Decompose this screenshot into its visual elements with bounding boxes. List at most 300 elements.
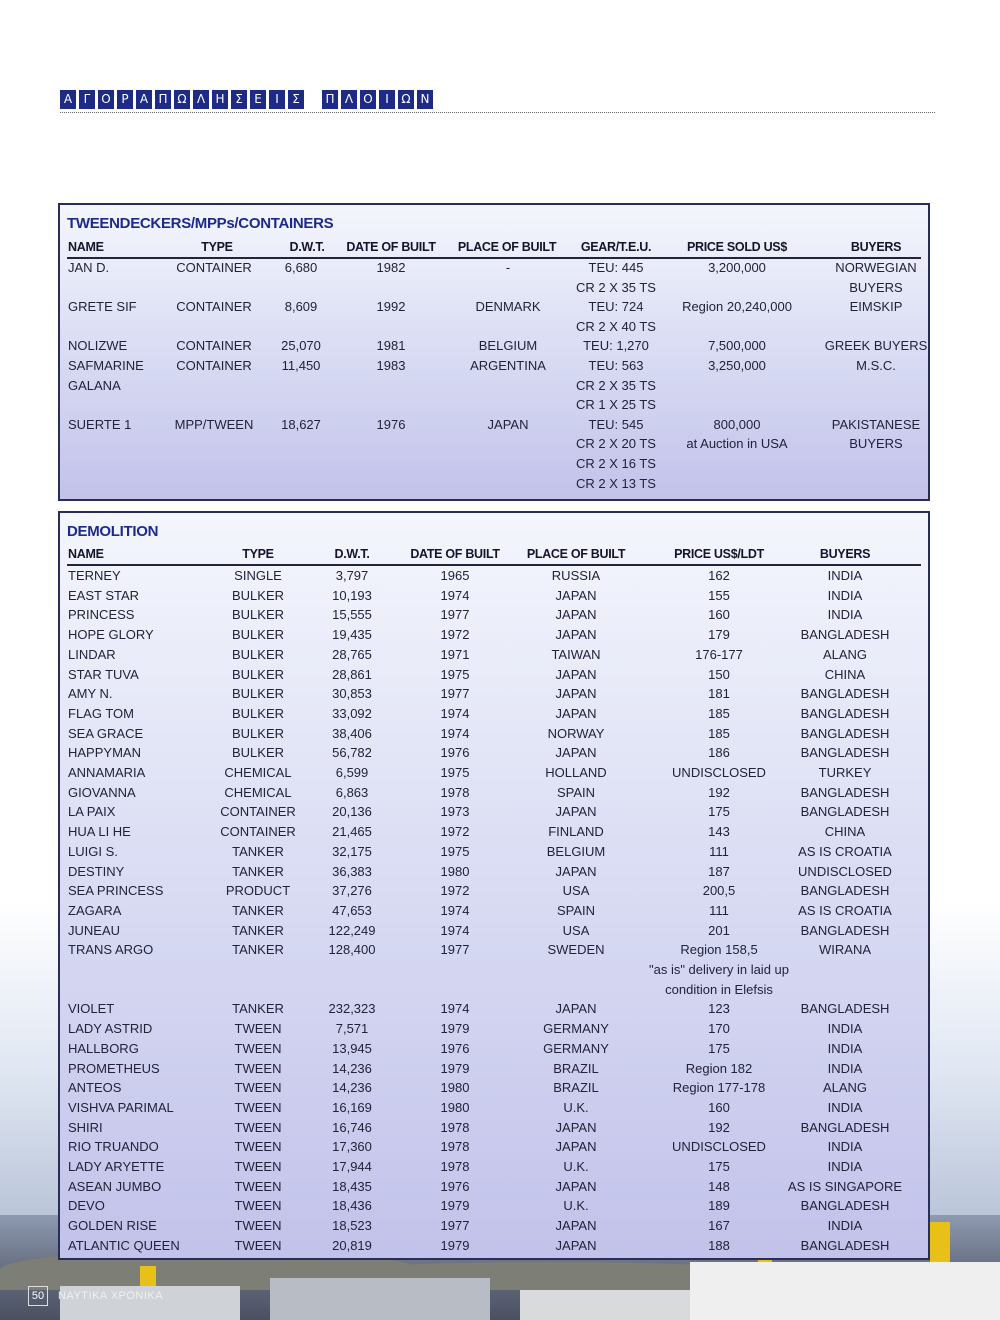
- cell-price: 176-177: [695, 646, 743, 662]
- cell-name: GRETE SIF: [68, 299, 137, 315]
- cell-dwt: 15,555: [332, 607, 372, 623]
- cell-dwt: 122,249: [328, 922, 376, 938]
- cell-date: 1980: [440, 863, 470, 879]
- cell-price: 162: [708, 568, 730, 583]
- cell-buyers: BANGLADESH: [800, 725, 890, 741]
- header-letter: Ω: [398, 90, 414, 109]
- cell-dwt: 232,323: [328, 1001, 376, 1017]
- cell-place: JAPAN: [555, 1119, 597, 1135]
- table-row: [67, 260, 921, 280]
- cell-name: HUA LI HE: [68, 824, 131, 840]
- table-row: [67, 627, 921, 647]
- cell-name: HALLBORG: [68, 1040, 139, 1056]
- cell-buyers: INDIA: [827, 607, 863, 623]
- cell-place: JAPAN: [555, 1139, 597, 1155]
- table-row: [67, 1080, 921, 1100]
- cell-date: 1972: [440, 883, 470, 899]
- cell-name: SHIRI: [68, 1119, 103, 1135]
- table-header: [67, 546, 921, 566]
- cell-buyers: GREEK BUYERS: [824, 338, 928, 354]
- cell-gear: CR 2 X 16 TS: [576, 456, 656, 471]
- cell-dwt: 128,400: [328, 942, 376, 958]
- cell-place: JAPAN: [555, 1178, 597, 1194]
- cell-place: JAPAN: [555, 1001, 597, 1017]
- cell-name: SEA GRACE: [68, 725, 144, 741]
- cell-place: JAPAN: [555, 705, 597, 721]
- cell-price: 175: [708, 1159, 730, 1174]
- table-row: [67, 1021, 921, 1041]
- cell-type: CONTAINER: [176, 260, 252, 275]
- col-header-dwt: D.W.T.: [289, 240, 325, 254]
- cell-buyers: WIRANA: [819, 942, 871, 958]
- cell-dwt: 6,680: [284, 260, 318, 275]
- table-row: [67, 378, 921, 398]
- table-row: [67, 1061, 921, 1081]
- cell-price: 170: [708, 1021, 730, 1037]
- cell-dwt: 18,523: [332, 1218, 372, 1234]
- cell-type: MPP/TWEEN: [174, 416, 254, 432]
- cell-place: HOLLAND: [545, 765, 607, 780]
- cell-type: CONTAINER: [220, 824, 296, 840]
- cell-gear: TEU: 724: [588, 299, 644, 315]
- header-letter: Η: [212, 90, 228, 109]
- cell-price: 143: [708, 824, 730, 840]
- col-header-buyers: BUYERS: [819, 547, 871, 561]
- cell-buyers: BANGLADESH: [800, 745, 890, 761]
- cell-buyers: INDIA: [827, 1099, 863, 1115]
- cell-price: 187: [708, 863, 730, 879]
- cell-dwt: 20,819: [332, 1237, 372, 1253]
- header-letter: Ο: [360, 90, 376, 109]
- cell-type: TANKER: [232, 922, 284, 938]
- cell-type: TWEEN: [234, 1218, 282, 1234]
- cell-place: FINLAND: [548, 824, 604, 840]
- col-header-dwt: D.W.T.: [334, 547, 370, 561]
- cell-name: TRANS ARGO: [68, 942, 154, 958]
- header-divider: [60, 112, 935, 113]
- cell-price: 185: [708, 705, 730, 721]
- table-row: [67, 476, 921, 496]
- cell-buyers: PAKISTANESE: [831, 416, 921, 432]
- cell-price: 192: [708, 1119, 730, 1135]
- cell-gear: CR 2 X 20 TS: [576, 436, 656, 452]
- cell-price: 185: [708, 725, 730, 741]
- header-letter: Λ: [341, 90, 357, 109]
- table-row: [67, 1120, 921, 1140]
- cell-date: 1976: [440, 1040, 470, 1056]
- cell-name: DESTINY: [68, 863, 125, 879]
- cell-dwt: 33,092: [332, 705, 372, 721]
- table-row: [67, 1218, 921, 1238]
- cell-type: TWEEN: [234, 1198, 282, 1214]
- cell-buyers: BANGLADESH: [800, 1198, 890, 1214]
- cell-date: 1974: [440, 725, 470, 741]
- cell-name: STAR TUVA: [68, 666, 139, 682]
- cell-price: 167: [708, 1218, 730, 1234]
- cell-date: 1975: [440, 843, 470, 859]
- cell-place: U.K.: [563, 1159, 589, 1174]
- cell-buyers: BUYERS: [849, 279, 903, 295]
- cell-type: BULKER: [231, 587, 285, 603]
- table-row: [67, 397, 921, 417]
- cell-price: 181: [708, 686, 730, 702]
- cell-type: CONTAINER: [176, 338, 252, 354]
- table-row: [67, 785, 921, 805]
- cell-type: TWEEN: [234, 1080, 282, 1096]
- cell-date: 1979: [440, 1060, 470, 1076]
- cell-type: TWEEN: [234, 1021, 282, 1037]
- cell-price: 160: [708, 607, 730, 623]
- cell-name: FLAG TOM: [68, 705, 134, 721]
- cell-date: 1973: [440, 804, 470, 820]
- cell-place: RUSSIA: [551, 568, 601, 583]
- cell-place: NORWAY: [547, 725, 605, 741]
- cell-type: BULKER: [231, 725, 285, 741]
- table-row: [67, 1041, 921, 1061]
- table-row: [67, 903, 921, 923]
- table-row: [67, 923, 921, 943]
- cell-gear: CR 2 X 40 TS: [576, 318, 656, 334]
- cell-name: LINDAR: [68, 646, 116, 662]
- cell-dwt: 36,383: [332, 863, 372, 879]
- cell-price: 160: [708, 1099, 730, 1115]
- header-letter: Π: [322, 90, 338, 109]
- cell-dwt: 10,193: [332, 587, 372, 603]
- col-header-date: DATE OF BUILT: [346, 240, 436, 254]
- cell-price: 7,500,000: [708, 338, 766, 354]
- cell-dwt: 28,765: [332, 646, 372, 662]
- panel-title: TWEENDECKERS/MPPs/CONTAINERS: [67, 215, 334, 232]
- cell-buyers: INDIA: [827, 1060, 863, 1076]
- cell-buyers: BANGLADESH: [800, 1001, 890, 1017]
- cell-price: 155: [708, 587, 730, 603]
- cell-type: TWEEN: [234, 1060, 282, 1076]
- cell-type: TWEEN: [234, 1040, 282, 1056]
- cell-place: TAIWAN: [551, 646, 601, 662]
- table-row: [67, 456, 921, 476]
- cell-buyers: BANGLADESH: [800, 804, 890, 820]
- cell-place: USA: [562, 922, 590, 938]
- cell-dwt: 17,944: [332, 1159, 372, 1174]
- cell-dwt: 20,136: [332, 804, 372, 820]
- cell-type: TWEEN: [234, 1139, 282, 1155]
- cell-place: ARGENTINA: [470, 358, 546, 373]
- cell-price: 111: [709, 902, 729, 918]
- cell-buyers: BANGLADESH: [800, 705, 890, 721]
- cell-buyers: BANGLADESH: [800, 922, 890, 938]
- cell-dwt: 6,863: [335, 784, 369, 800]
- cell-date: 1978: [440, 784, 470, 800]
- table-row: [67, 942, 921, 962]
- cell-name: HOPE GLORY: [68, 627, 154, 643]
- cell-buyers: INDIA: [827, 1021, 863, 1037]
- cell-dwt: 32,175: [332, 843, 372, 859]
- col-header-price: PRICE US$/LDT: [674, 547, 764, 561]
- col-header-price: PRICE SOLD US$: [687, 240, 787, 254]
- table-row: [67, 706, 921, 726]
- cell-date: 1992: [376, 299, 406, 315]
- cell-price: 179: [708, 627, 730, 643]
- cell-name: DEVO: [68, 1198, 105, 1214]
- cell-dwt: 16,169: [332, 1099, 372, 1115]
- cell-buyers: AS IS CROATIA: [798, 902, 892, 918]
- cell-type: BULKER: [231, 745, 285, 761]
- cell-dwt: 37,276: [332, 883, 372, 899]
- cell-type: SINGLE: [234, 568, 282, 583]
- cell-gear: TEU: 545: [588, 416, 644, 432]
- header-letter: Ω: [174, 90, 190, 109]
- cell-date: 1978: [440, 1139, 470, 1155]
- cell-dwt: 8,609: [284, 299, 318, 315]
- cell-price: 175: [708, 1040, 730, 1056]
- cell-date: 1981: [376, 338, 406, 354]
- table-row: [67, 280, 921, 300]
- cell-type: PRODUCT: [225, 883, 291, 899]
- cell-name: AMY N.: [68, 686, 113, 702]
- panel-title: DEMOLITION: [67, 523, 159, 540]
- cell-price: 201: [708, 922, 730, 938]
- cell-type: TWEEN: [234, 1119, 282, 1135]
- cell-name: EAST STAR: [68, 587, 140, 603]
- cell-buyers: INDIA: [827, 1139, 863, 1155]
- cell-place: USA: [562, 883, 590, 899]
- header-letter: Σ: [288, 90, 304, 109]
- cell-type: CONTAINER: [176, 358, 252, 373]
- cell-type: TANKER: [232, 902, 284, 918]
- table-header: [67, 239, 921, 259]
- cell-place: -: [505, 260, 511, 275]
- cell-buyers: ALANG: [822, 1080, 868, 1096]
- cell-date: 1972: [440, 824, 470, 840]
- cell-name: JAN D.: [68, 260, 110, 275]
- header-letter: Σ: [231, 90, 247, 109]
- cell-buyers: BANGLADESH: [800, 784, 890, 800]
- table-row: [67, 1159, 921, 1179]
- cell-dwt: 21,465: [332, 824, 372, 840]
- cell-type: BULKER: [231, 686, 285, 702]
- cell-place: JAPAN: [555, 1237, 597, 1253]
- cell-date: 1978: [440, 1119, 470, 1135]
- cell-gear: CR 1 X 25 TS: [576, 397, 656, 413]
- cell-buyers: ALANG: [822, 646, 868, 662]
- cell-place: JAPAN: [555, 863, 597, 879]
- cell-price: Region 177-178: [672, 1080, 766, 1096]
- cell-date: 1977: [440, 1218, 470, 1234]
- cell-name: ZAGARA: [68, 902, 122, 918]
- cell-place: JAPAN: [555, 666, 597, 682]
- section-header: [60, 90, 433, 109]
- cell-buyers: INDIA: [827, 568, 863, 583]
- cell-name: SAFMARINE: [68, 358, 144, 373]
- cell-price: 192: [708, 784, 730, 800]
- cell-name: RIO TRUANDO: [68, 1139, 159, 1155]
- cell-date: 1965: [440, 568, 470, 583]
- header-letter: Π: [155, 90, 171, 109]
- col-header-name: NAME: [68, 240, 104, 254]
- cell-place: U.K.: [563, 1099, 589, 1115]
- cell-date: 1976: [440, 1178, 470, 1194]
- cell-buyers: M.S.C.: [856, 358, 896, 373]
- cell-date: 1974: [440, 902, 470, 918]
- cell-dwt: 30,853: [332, 686, 372, 702]
- cell-type: TANKER: [232, 1001, 284, 1017]
- cell-name: ASEAN JUMBO: [68, 1178, 162, 1194]
- table-row: [67, 844, 921, 864]
- cell-name: SUERTE 1: [68, 416, 132, 432]
- col-header-type: TYPE: [242, 547, 274, 561]
- cell-type: CHEMICAL: [224, 765, 292, 780]
- cell-place: SPAIN: [556, 784, 596, 800]
- table-row: [67, 568, 921, 588]
- cell-dwt: 28,861: [332, 666, 372, 682]
- header-letter: Ι: [379, 90, 395, 109]
- cell-dwt: 56,782: [332, 745, 372, 761]
- cell-date: 1974: [440, 587, 470, 603]
- cell-buyers: BANGLADESH: [800, 686, 890, 702]
- table-row: [67, 1001, 921, 1021]
- header-letter: Ο: [98, 90, 114, 109]
- header-letter: Ι: [269, 90, 285, 109]
- table-row: [67, 358, 921, 378]
- table-row: [67, 804, 921, 824]
- cell-date: 1977: [440, 686, 470, 702]
- cell-dwt: 38,406: [332, 725, 372, 741]
- cell-buyers: CHINA: [824, 666, 866, 682]
- cell-buyers: BANGLADESH: [800, 1119, 890, 1135]
- cell-place: JAPAN: [555, 1218, 597, 1234]
- cell-date: 1982: [376, 260, 406, 275]
- table-row: [67, 417, 921, 437]
- cell-date: 1975: [440, 765, 470, 780]
- cell-type: BULKER: [231, 666, 285, 682]
- cell-name: HAPPYMAN: [68, 745, 141, 761]
- cell-dwt: 13,945: [332, 1040, 372, 1056]
- cell-date: 1976: [440, 745, 470, 761]
- cell-place: JAPAN: [555, 607, 597, 623]
- demolition-panel: [58, 511, 930, 1260]
- cell-place: JAPAN: [555, 804, 597, 820]
- cell-price: Region 158,5: [680, 942, 758, 958]
- cell-date: 1980: [440, 1099, 470, 1115]
- cell-date: 1974: [440, 1001, 470, 1017]
- header-letter: Α: [60, 90, 76, 109]
- cell-dwt: 3,797: [335, 568, 369, 583]
- cell-buyers: BUYERS: [849, 436, 903, 452]
- table-row: [67, 962, 921, 982]
- cell-type: TANKER: [232, 942, 284, 958]
- cell-type: CONTAINER: [220, 804, 296, 820]
- table-row: [67, 338, 928, 358]
- table-row: [67, 982, 921, 1002]
- cell-type: TWEEN: [234, 1237, 282, 1253]
- cell-place: BRAZIL: [553, 1060, 599, 1076]
- cell-price: Region 182: [685, 1060, 753, 1076]
- cell-price: 148: [708, 1178, 730, 1194]
- cell-date: 1979: [440, 1198, 470, 1214]
- table-row: [67, 1100, 921, 1120]
- cell-name: ANTEOS: [68, 1080, 122, 1096]
- cell-type: TANKER: [232, 843, 284, 859]
- table-row: [67, 607, 921, 627]
- table-row: [67, 588, 921, 608]
- header-letter: Γ: [79, 90, 95, 109]
- cell-name: GIOVANNA: [68, 784, 136, 800]
- col-header-type: TYPE: [201, 240, 233, 254]
- cell-price: "as is" delivery in laid up: [648, 962, 790, 977]
- cell-place: JAPAN: [555, 745, 597, 761]
- table-row: [67, 686, 921, 706]
- cell-gear: CR 2 X 13 TS: [576, 475, 656, 491]
- cell-place: GERMANY: [543, 1021, 609, 1037]
- cell-buyers: INDIA: [827, 587, 863, 603]
- cell-type: BULKER: [231, 705, 285, 721]
- cell-type: BULKER: [231, 646, 285, 662]
- cell-name: GOLDEN RISE: [68, 1218, 157, 1234]
- cell-type: TWEEN: [234, 1178, 282, 1194]
- cell-type: TWEEN: [234, 1159, 282, 1174]
- cell-price: 3,250,000: [708, 358, 766, 373]
- cell-buyers: BANGLADESH: [800, 883, 890, 899]
- cell-buyers: NORWEGIAN: [835, 260, 917, 275]
- cell-place: BRAZIL: [553, 1080, 599, 1096]
- cell-type: TWEEN: [234, 1099, 282, 1115]
- cell-buyers: AS IS CROATIA: [798, 843, 892, 859]
- cell-name: TERNEY: [68, 568, 121, 583]
- cell-gear: TEU: 445: [588, 260, 644, 275]
- cell-type: CONTAINER: [176, 299, 252, 315]
- cell-buyers: INDIA: [827, 1040, 863, 1056]
- table-row: [67, 299, 921, 319]
- cell-name: SEA PRINCESS: [68, 883, 164, 899]
- cell-date: 1974: [440, 922, 470, 938]
- cell-name: GALANA: [68, 377, 121, 393]
- cell-name: LADY ARYETTE: [68, 1159, 165, 1174]
- table-row: [67, 436, 921, 456]
- cell-name: LA PAIX: [68, 804, 116, 820]
- cell-gear: TEU: 1,270: [583, 338, 649, 354]
- cell-price: UNDISCLOSED: [672, 765, 766, 780]
- table-row: [67, 1238, 921, 1258]
- cell-price: UNDISCLOSED: [672, 1139, 766, 1155]
- table-row: [67, 667, 921, 687]
- cell-name: VISHVA PARIMAL: [68, 1099, 174, 1115]
- col-header-place: PLACE OF BUILT: [526, 547, 626, 561]
- cell-name: ATLANTIC QUEEN: [68, 1237, 180, 1253]
- cell-price: 186: [708, 745, 730, 761]
- table-row: [67, 726, 921, 746]
- col-header-place: PLACE OF BUILT: [457, 240, 557, 254]
- cell-price: 3,200,000: [708, 260, 766, 275]
- cell-dwt: 16,746: [332, 1119, 372, 1135]
- cell-price: 150: [708, 666, 730, 682]
- cell-place: JAPAN: [555, 686, 597, 702]
- cell-dwt: 25,070: [281, 338, 321, 354]
- cell-dwt: 18,627: [281, 416, 321, 432]
- cell-dwt: 6,599: [335, 765, 369, 780]
- table-row: [67, 319, 921, 339]
- cell-name: VIOLET: [68, 1001, 115, 1017]
- header-letter: Ε: [250, 90, 266, 109]
- cell-date: 1979: [440, 1021, 470, 1037]
- col-header-buyers: BUYERS: [850, 240, 902, 254]
- table-row: [67, 647, 921, 667]
- cell-place: JAPAN: [555, 627, 597, 643]
- cell-price: at Auction in USA: [686, 436, 788, 452]
- cell-price: condition in Elefsis: [665, 981, 773, 997]
- magazine-name: ΝΑΥΤΙΚΑ ΧΡΟΝΙΚΑ: [58, 1290, 164, 1302]
- cell-price: 175: [708, 804, 730, 820]
- cell-dwt: 18,435: [332, 1178, 372, 1194]
